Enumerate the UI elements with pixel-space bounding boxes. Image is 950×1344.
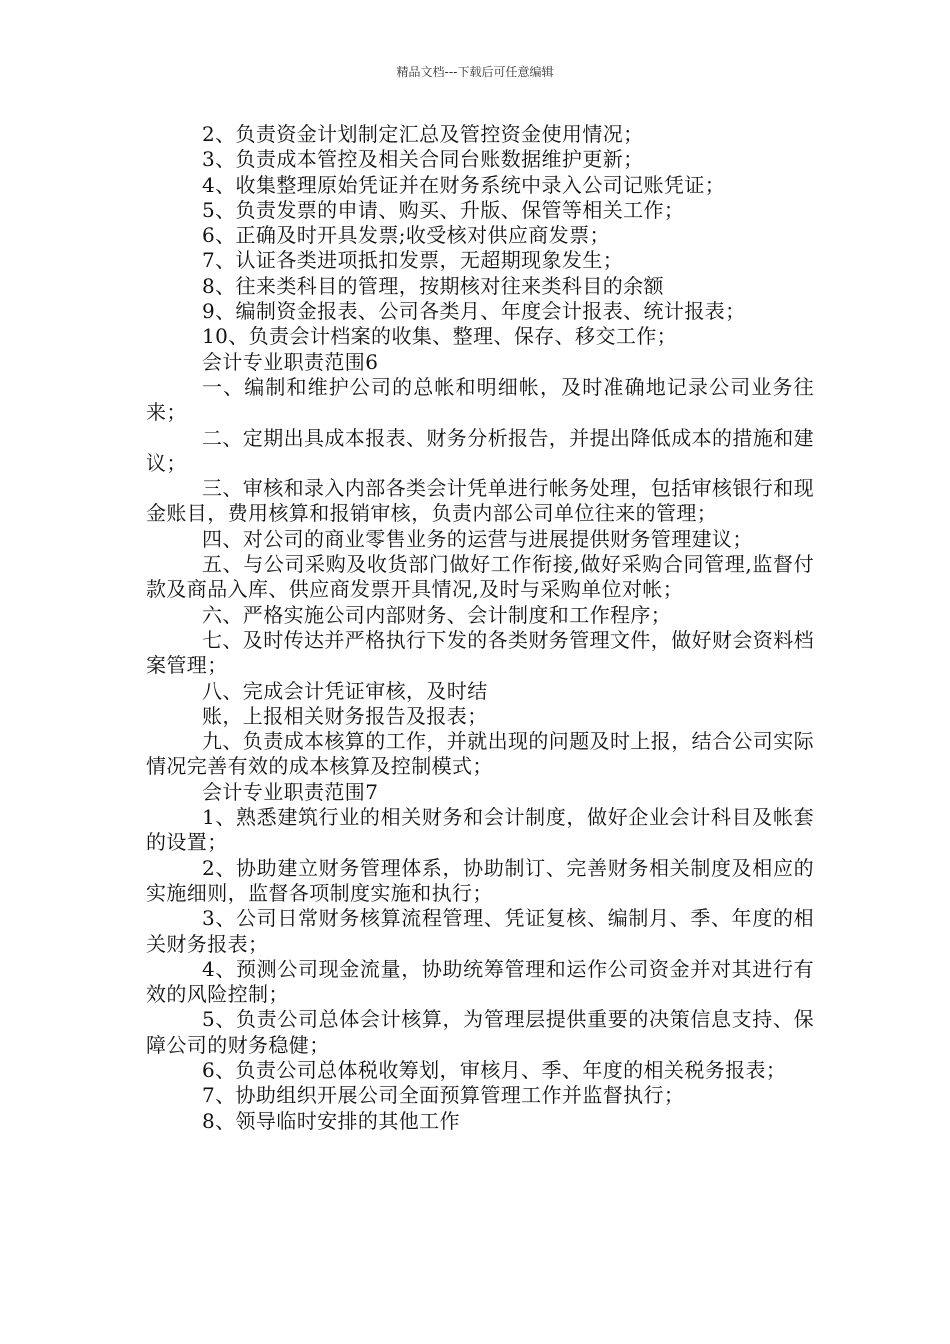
paragraph: 5、负责发票的申请、购买、升版、保管等相关工作； [202,197,685,222]
paragraph: 账，上报相关财务报告及报表； [202,703,488,728]
paragraph: 7、协助组织开展公司全面预算管理工作并监督执行； [202,1083,685,1108]
paragraph: 4、收集整理原始凭证并在财务系统中录入公司记账凭证； [202,172,726,197]
paragraph: 一、编制和维护公司的总帐和明细帐，及时准确地记录公司业务往来； [146,374,814,425]
paragraph: 5、负责公司总体会计核算，为管理层提供重要的决策信息支持、保障公司的财务稳健； [146,1007,814,1057]
paragraph: 2、协助建立财务管理体系，协助制订、完善财务相关制度及相应的实施细则，监督各项制度实施和执行； [146,855,814,905]
paragraph: 8、领导临时安排的其他工作 [202,1108,460,1133]
section-heading: 会计专业职责范围6 [202,349,379,374]
paragraph: 四、对公司的商业零售业务的运营与进展提供财务管理建议； [202,526,753,551]
paragraph: 五、与公司采购及收货部门做好工作衔接,做好采购合同管理,监督付款及商品入库、供应商发票开具情况,及时与采购单位对帐； [146,552,814,602]
paragraph: 6、正确及时开具发票;收受核对供应商发票； [202,223,610,248]
paragraph: 2、负责资金计划制定汇总及管控资金使用情况； [202,122,644,146]
paragraph: 七、及时传达并严格执行下发的各类财务管理文件，做好财会资料档案管理； [146,627,814,678]
paragraph: 九、负责成本核算的工作，并就出现的问题及时上报，结合公司实际情况完善有效的成本核算及控制模式； [146,729,814,779]
paragraph: 3、公司日常财务核算流程管理、凭证复核、编制月、季、年度的相关财务报表； [146,906,814,956]
paragraph: 3、负责成本管控及相关合同台账数据维护更新； [202,147,644,172]
paragraph: 10、负责会计档案的收集、整理、保存、移交工作； [202,324,678,349]
document-body [146,122,814,1134]
paragraph: 1、熟悉建筑行业的相关财务和会计制度，做好企业会计科目及帐套的设置； [146,805,814,855]
paragraph: 7、认证各类进项抵扣发票，无超期现象发生； [202,248,624,273]
paragraph: 二、定期出具成本报表、财务分析报告，并提出降低成本的措施和建议； [146,425,814,475]
paragraph: 6、负责公司总体税收筹划，审核月、季、年度的相关税务报表； [202,1057,787,1082]
paragraph: 4、预测公司现金流量，协助统筹管理和运作公司资金并对其进行有效的风险控制； [146,956,814,1007]
paragraph: 8、往来类科目的管理，按期核对往来类科目的余额 [202,273,664,298]
paragraph: 六、严格实施公司内部财务、会计制度和工作程序； [202,602,672,627]
page-header: 精品文档---下载后可任意编辑 [396,65,554,79]
section-heading: 会计专业职责范围7 [202,779,379,804]
paragraph: 9、编制资金报表、公司各类月、年度会计报表、统计报表； [202,299,746,324]
paragraph: 八、完成会计凭证审核，及时结 [202,678,488,703]
paragraph: 三、审核和录入内部各类会计凭单进行帐务处理，包括审核银行和现金账目，费用核算和报销审核，负责内部公司单位往来的管理； [146,476,814,526]
